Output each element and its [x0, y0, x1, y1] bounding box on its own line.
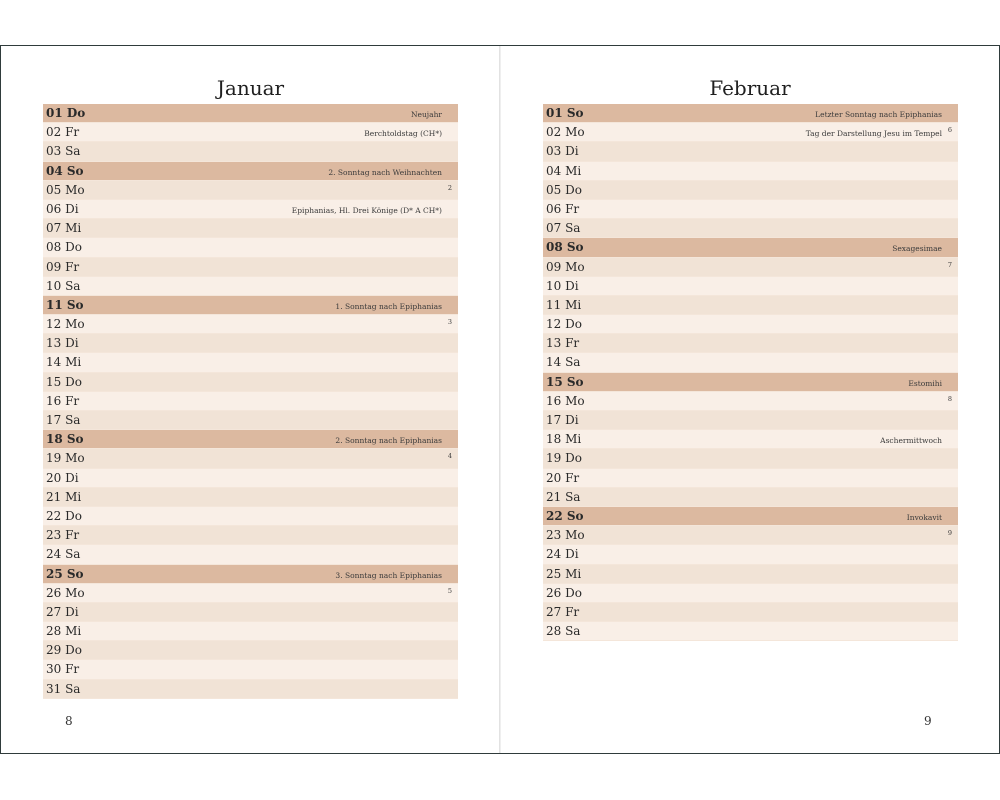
week-number: 4	[447, 452, 452, 461]
week-number: 2	[447, 183, 452, 192]
day-label: 21 Sa	[546, 489, 581, 504]
day-row	[543, 430, 958, 449]
day-row	[43, 660, 458, 679]
week-number: 9	[947, 529, 952, 538]
day-row	[543, 104, 958, 123]
day-row	[43, 545, 458, 564]
day-label: 29 Do	[46, 643, 82, 658]
holiday-label: Sexagesimae	[892, 244, 942, 254]
day-label: 17 Di	[546, 413, 579, 427]
day-row	[543, 392, 958, 411]
day-row	[543, 123, 958, 142]
day-row	[543, 449, 958, 468]
day-row	[43, 565, 458, 584]
page-number-left: 8	[65, 714, 73, 728]
day-row	[543, 469, 958, 488]
day-row	[543, 565, 958, 584]
page-number-right: 9	[924, 714, 932, 728]
day-label: 15 Do	[46, 374, 82, 389]
day-row	[43, 334, 458, 353]
day-label: 24 Di	[546, 547, 579, 562]
holiday-label: Invokavit	[906, 512, 942, 522]
day-row	[43, 123, 458, 142]
day-row	[43, 449, 458, 468]
day-label: 30 Fr	[46, 662, 80, 677]
day-row	[43, 507, 458, 526]
week-number: 8	[947, 394, 952, 403]
day-row	[543, 603, 958, 622]
day-label: 05 Mo	[46, 182, 85, 197]
day-row	[43, 641, 458, 660]
week-number: 3	[447, 318, 452, 327]
day-label: 07 Mi	[46, 221, 82, 236]
day-label: 09 Mo	[546, 259, 585, 274]
holiday-label: 3. Sonntag nach Epiphanias	[335, 570, 442, 580]
day-label: 11 Mi	[546, 297, 582, 312]
page-februar	[501, 46, 1000, 753]
day-row	[543, 373, 958, 392]
day-label: 18 So	[46, 432, 84, 447]
day-row	[43, 200, 458, 219]
day-label: 24 Sa	[46, 547, 81, 562]
holiday-label: 2. Sonntag nach Weihnachten	[328, 167, 442, 177]
day-row	[543, 507, 958, 526]
holiday-label: Tag der Darstellung Jesu im Tempel	[805, 129, 942, 139]
day-row	[43, 277, 458, 296]
day-label: 19 Do	[546, 451, 582, 466]
day-label: 10 Sa	[46, 278, 81, 293]
day-label: 27 Di	[46, 604, 79, 619]
day-row	[43, 622, 458, 641]
day-label: 09 Fr	[46, 259, 80, 274]
calendar-spread	[0, 45, 1000, 754]
day-row	[43, 411, 458, 430]
day-row	[43, 296, 458, 315]
day-label: 14 Sa	[546, 355, 581, 370]
day-label: 01 Do	[46, 106, 86, 120]
day-row	[543, 622, 958, 641]
day-row	[43, 162, 458, 181]
day-label: 01 So	[546, 106, 584, 120]
day-row	[43, 258, 458, 277]
day-label: 13 Fr	[546, 336, 580, 351]
day-row	[43, 680, 458, 699]
holiday-label: Aschermittwoch	[880, 436, 942, 446]
month-title-februar: Februar	[709, 76, 791, 100]
day-row	[43, 392, 458, 411]
holiday-label: 2. Sonntag nach Epiphanias	[335, 436, 442, 446]
day-label: 20 Fr	[546, 470, 580, 485]
holiday-label: Neujahr	[410, 110, 442, 119]
day-row	[543, 545, 958, 564]
day-label: 08 So	[546, 240, 584, 255]
day-row	[43, 603, 458, 622]
day-row	[543, 142, 958, 161]
day-label: 13 Di	[46, 336, 79, 351]
day-row	[543, 488, 958, 507]
day-label: 31 Sa	[46, 681, 81, 696]
day-label: 02 Mo	[546, 125, 585, 140]
day-row	[43, 181, 458, 200]
day-label: 14 Mi	[46, 355, 82, 370]
day-label: 07 Sa	[546, 221, 581, 236]
day-label: 08 Do	[46, 240, 82, 255]
day-label: 26 Mo	[46, 585, 85, 600]
day-row	[543, 584, 958, 603]
holiday-label: Epiphanias, Hl. Drei Könige (D* A CH*)	[291, 205, 442, 215]
day-label: 22 Do	[46, 508, 82, 523]
day-row	[43, 353, 458, 372]
day-row	[43, 238, 458, 257]
day-row	[43, 373, 458, 392]
day-row	[543, 238, 958, 257]
day-row	[43, 104, 458, 123]
page-januar	[0, 46, 500, 753]
day-row	[543, 411, 958, 430]
day-label: 16 Mo	[546, 393, 585, 408]
day-label: 23 Mo	[546, 528, 585, 543]
month-title-januar: Januar	[216, 76, 285, 100]
day-label: 25 So	[46, 566, 84, 581]
day-row	[43, 142, 458, 161]
day-row	[543, 219, 958, 238]
day-row	[43, 526, 458, 545]
day-row	[543, 200, 958, 219]
day-label: 06 Fr	[546, 201, 580, 216]
day-label: 17 Sa	[46, 413, 81, 427]
day-label: 04 So	[46, 163, 84, 178]
day-row	[43, 430, 458, 449]
day-row	[543, 334, 958, 353]
holiday-label: Letzter Sonntag nach Epiphanias	[815, 110, 942, 119]
day-row	[543, 296, 958, 315]
day-row	[43, 219, 458, 238]
day-row	[543, 277, 958, 296]
day-label: 28 Mi	[46, 624, 82, 639]
day-label: 11 So	[46, 297, 84, 312]
day-row	[43, 315, 458, 334]
day-label: 15 So	[546, 374, 584, 389]
holiday-label: 1. Sonntag nach Epiphanias	[335, 301, 442, 311]
day-row	[543, 526, 958, 545]
day-row	[43, 469, 458, 488]
day-label: 28 Sa	[546, 624, 581, 639]
holiday-label: Estomihi	[908, 378, 942, 388]
holiday-label: Berchtoldstag (CH*)	[364, 129, 442, 139]
day-table-januar	[43, 104, 458, 699]
day-label: 27 Fr	[546, 604, 580, 619]
day-label: 12 Do	[546, 317, 582, 332]
day-label: 10 Di	[546, 278, 579, 293]
day-label: 25 Mi	[546, 566, 582, 581]
day-label: 02 Fr	[46, 125, 80, 140]
day-label: 05 Do	[546, 182, 582, 197]
day-label: 03 Di	[546, 144, 579, 159]
day-label: 22 So	[546, 508, 584, 523]
day-label: 16 Fr	[46, 393, 80, 408]
day-label: 23 Fr	[46, 528, 80, 543]
day-label: 12 Mo	[46, 317, 85, 332]
day-row	[543, 162, 958, 181]
day-row	[543, 353, 958, 372]
day-label: 19 Mo	[46, 451, 85, 466]
day-row	[43, 488, 458, 507]
day-row	[543, 315, 958, 334]
week-number: 7	[947, 260, 952, 269]
week-number: 6	[947, 126, 952, 135]
day-label: 26 Do	[546, 585, 582, 600]
day-label: 20 Di	[46, 470, 79, 485]
day-label: 18 Mi	[546, 432, 582, 447]
day-table-februar	[543, 104, 958, 641]
day-label: 21 Mi	[46, 489, 82, 504]
day-label: 06 Di	[46, 201, 79, 216]
day-label: 03 Sa	[46, 144, 81, 159]
day-row	[43, 584, 458, 603]
week-number: 5	[447, 586, 452, 595]
day-row	[543, 258, 958, 277]
day-row	[543, 181, 958, 200]
day-label: 04 Mi	[546, 163, 582, 178]
